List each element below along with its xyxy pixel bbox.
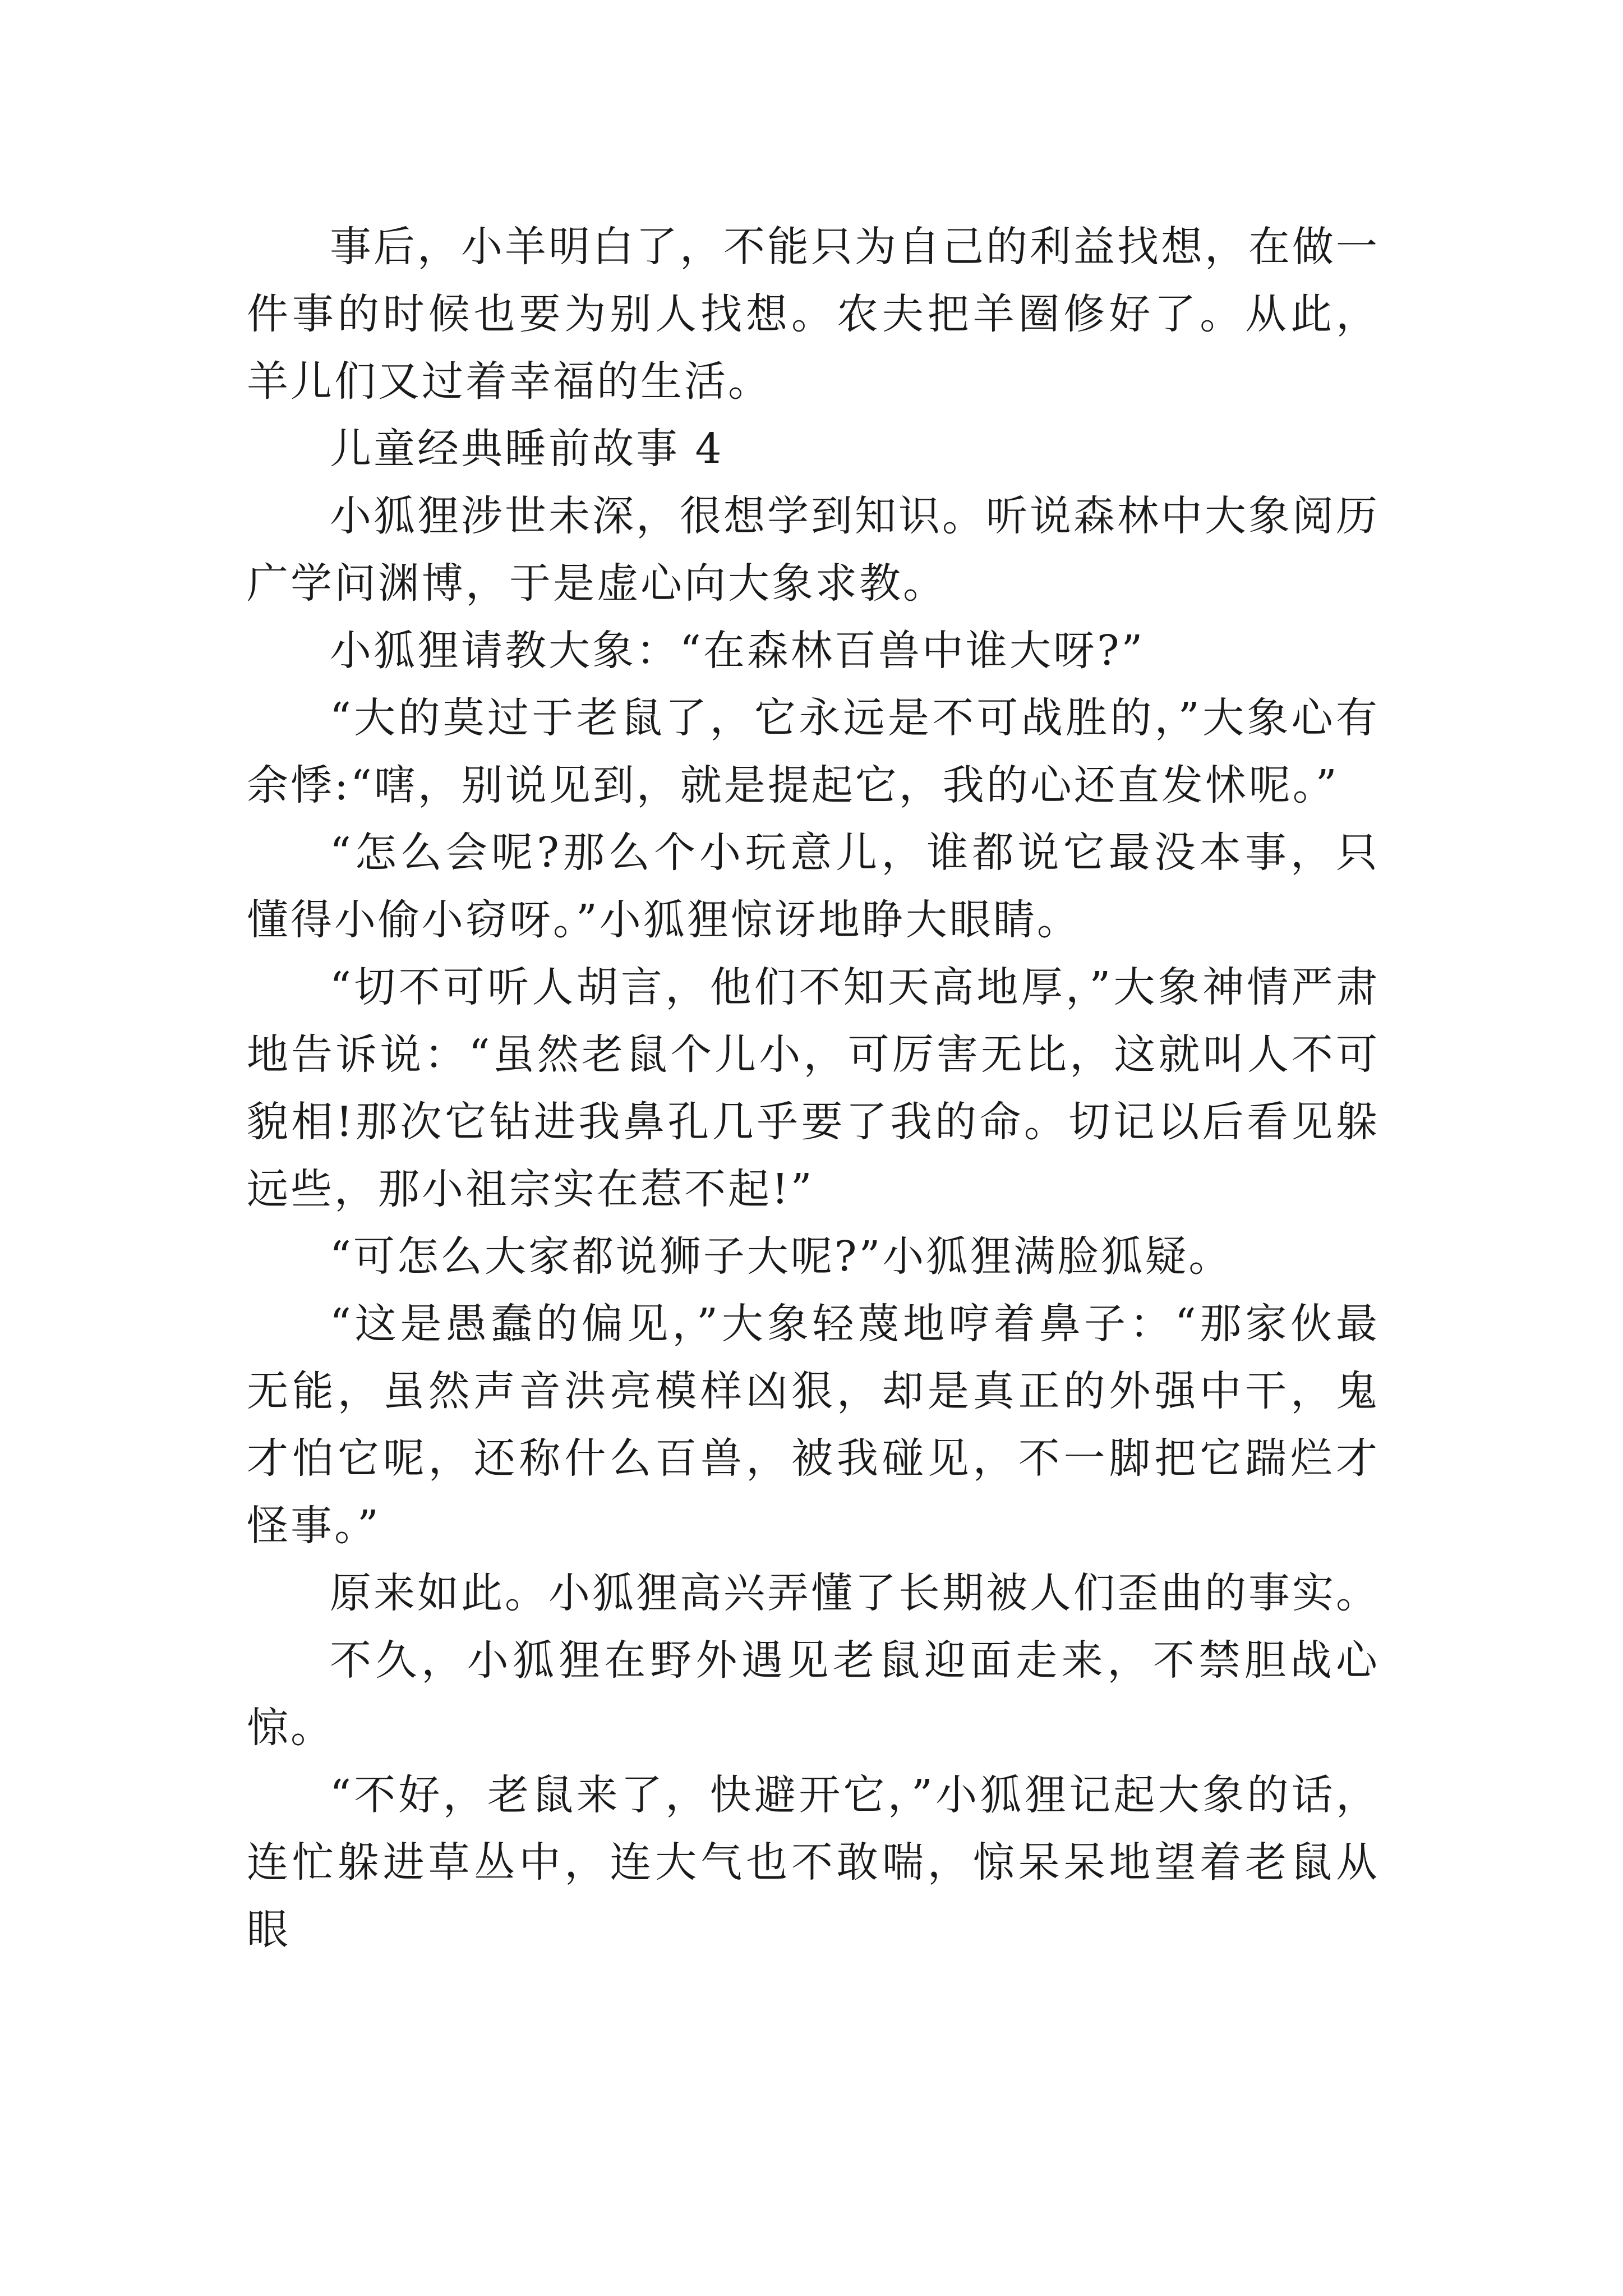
section-heading: 儿童经典睡前故事 4 — [330, 425, 724, 473]
paragraph: 小狐狸涉世未深，很想学到知识。听说森林中大象阅历广学问渊博，于是虚心向大象求教。 — [247, 492, 1380, 608]
paragraph: “大的莫过于老鼠了，它永远是不可战胜的，”大象心有余悸:“嗐，别说见到，就是提起它，我的心还直发怵呢。” — [247, 694, 1380, 809]
paragraph: “这是愚蠢的偏见，”大象轻蔑地哼着鼻子：“那家伙最无能，虽然声音洪亮模样凶狠，却是真正的外强中干，鬼才怕它呢，还称什么百兽，被我碰见，不一脚把它踹烂才怪事。” — [247, 1300, 1380, 1550]
paragraph: 小狐狸请教大象：“在森林百兽中谁大呀?” — [330, 627, 1145, 675]
paragraph: “切不可听人胡言，他们不知天高地厚，”大象神情严肃地告诉说：“虽然老鼠个儿小，可厉害无比，这就叫人不可貌相!那次它钻进我鼻孔几乎要了我的命。切记以后看见躲远些，那小祖宗实在惹不起!” — [247, 963, 1380, 1213]
paragraph: “不好，老鼠来了，快避开它，”小狐狸记起大象的话，连忙躲进草丛中，连大气也不敢喘，惊呆呆地望着老鼠从眼 — [247, 1771, 1380, 1954]
paragraph: 原来如此。小狐狸高兴弄懂了长期被人们歪曲的事实。 — [330, 1569, 1380, 1617]
paragraph: 不久，小狐狸在野外遇见老鼠迎面走来，不禁胆战心惊。 — [247, 1636, 1380, 1752]
paragraph: 事后，小羊明白了，不能只为自己的利益找想，在做一件事的时候也要为别人找想。农夫把羊圈修好了。从此，羊儿们又过着幸福的生活。 — [247, 223, 1380, 406]
document-body — [247, 213, 1380, 1963]
paragraph: “可怎么大家都说狮子大呢?”小狐狸满脸狐疑。 — [330, 1232, 1233, 1281]
paragraph: “怎么会呢?那么个小玩意儿，谁都说它最没本事，只懂得小偷小窃呀。”小狐狸惊讶地睁大眼睛。 — [247, 829, 1380, 944]
